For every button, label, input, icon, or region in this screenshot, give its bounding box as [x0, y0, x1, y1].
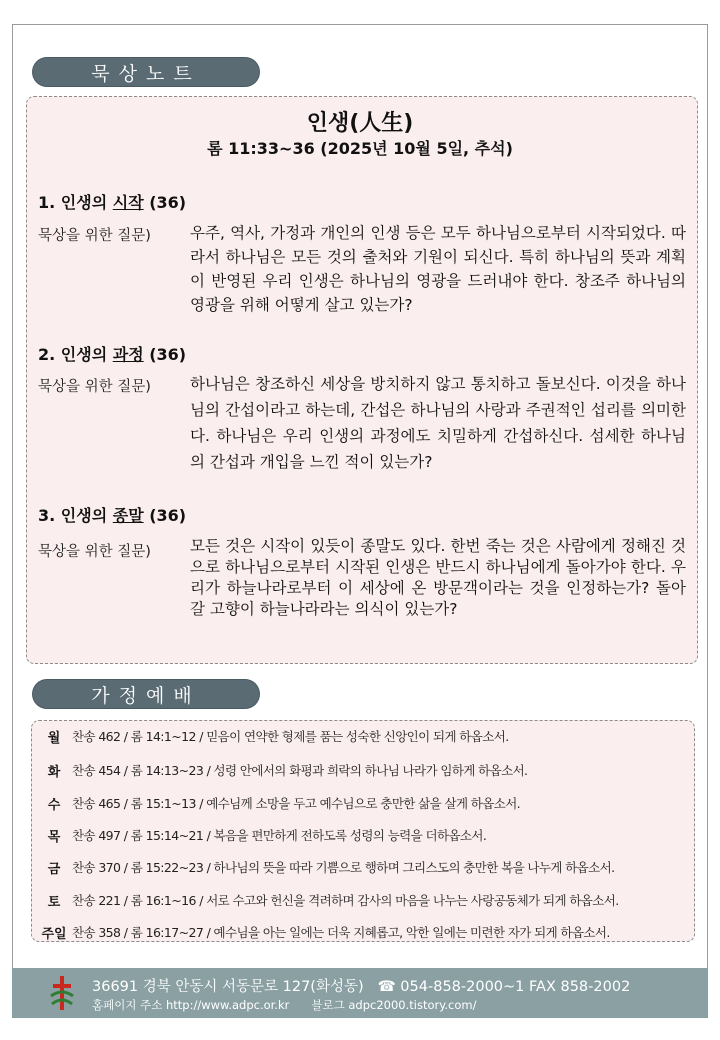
- worship-text: 찬송 370 / 롬 15:22~23 / 하나님의 뜻을 따라 기쁨으로 행하며 그리스도의 충만한 복을 나누게 하옵소서.: [72, 860, 615, 875]
- section-header-family-worship: 가정예배: [33, 680, 259, 708]
- question-label-2: 묵상을 위한 질문): [38, 379, 151, 395]
- worship-text: 찬송 358 / 롬 16:17~27 / 예수님을 아는 일에는 더욱 지혜롭고, 악한 일에는 미련한 자가 되게 하옵소서.: [72, 925, 610, 940]
- section-heading-2: 2. 인생의 과정 (36): [38, 345, 187, 364]
- worship-day: 금: [47, 861, 61, 877]
- question-text-2: 하나님은 창조하신 세상을 방치하지 않고 통치하고 돌보신다. 이것을 하나님의 간섭이라고 하는데, 간섭은 하나님의 사랑과 주권적인 섭리를 의미한다. 하나님은 우리 인생의 과정에도 치밀하게 간섭하신다. 섬세한 하나님의 간섭과 개입을 느낀 적이 있는가?: [190, 375, 686, 471]
- worship-text: 찬송 454 / 롬 14:13~23 / 성령 안에서의 화평과 희락의 하나님 나라가 임하게 하옵소서.: [72, 763, 528, 778]
- section-heading-3: 3. 인생의 종말 (36): [38, 506, 187, 525]
- worship-row-thu: [36, 825, 486, 845]
- worship-day: 주일: [41, 926, 67, 942]
- worship-row-sun: [36, 922, 610, 942]
- worship-day: 월: [47, 730, 61, 746]
- section-header-meditation: 묵상노트: [33, 58, 259, 86]
- worship-row-tue: [36, 760, 527, 780]
- worship-text: 찬송 221 / 롬 16:1~16 / 서로 수고와 헌신을 격려하며 감사의 마음을 나누는 사랑공동체가 되게 하옵소서.: [72, 893, 619, 908]
- footer-homepage-link[interactable]: 홈페이지 주소 http://www.adpc.or.kr: [92, 998, 290, 1012]
- footer-contact: [92, 975, 630, 996]
- question-text-1: 우주, 역사, 가정과 개인의 인생 등은 모두 하나님으로부터 시작되었다. 따라서 하나님은 모든 것의 출처와 기원이 되신다. 특히 하나님의 뜻과 계획이 반영된 우리 인생은 하나님의 영광을 드러내야 한다. 창조주 하나님의 영광을 위해 어떻게 살고 있는가?: [190, 224, 686, 314]
- worship-row-fri: [36, 857, 615, 877]
- church-cross-logo-icon: [48, 974, 76, 1012]
- worship-day: 수: [47, 797, 61, 813]
- footer-links: [92, 997, 477, 1013]
- footer-address: 36691 경북 안동시 서동문로 127(화성동): [92, 979, 364, 995]
- question-label-3: 묵상을 위한 질문): [38, 544, 151, 560]
- scripture-reference: 롬 11:33~36 (2025년 10월 5일, 추석): [207, 139, 513, 158]
- question-text-3: 모든 것은 시작이 있듯이 종말도 있다. 한번 죽는 것은 사람에게 정해진 것으로 하나님으로부터 시작된 인생은 반드시 하나님에게 돌아가야 한다. 우리가 하늘나라로부터 이 세상에 온 방문객이라는 것을 인정하는가? 돌아갈 고향이 하늘나라라는 의식이 있는가?: [190, 537, 686, 618]
- section-heading-1: 1. 인생의 시작 (36): [38, 193, 187, 212]
- worship-text: 찬송 465 / 롬 15:1~13 / 예수님께 소망을 두고 예수님으로 충만한 삶을 살게 하옵소서.: [72, 796, 521, 811]
- question-label-1: 묵상을 위한 질문): [38, 228, 151, 244]
- worship-day: 토: [47, 894, 61, 910]
- footer-blog-link[interactable]: 블로그 adpc2000.tistory.com/: [311, 998, 477, 1012]
- worship-day: 목: [47, 829, 61, 845]
- worship-text: 찬송 462 / 롬 14:1~12 / 믿음이 연약한 형제를 품는 성숙한 신앙인이 되게 하옵소서.: [72, 729, 509, 744]
- worship-day: 화: [47, 764, 61, 780]
- worship-row-wed: [36, 793, 520, 813]
- worship-row-mon: [36, 726, 509, 746]
- worship-text: 찬송 497 / 롬 15:14~21 / 복음을 편만하게 전하도록 성령의 능력을 더하옵소서.: [72, 828, 487, 843]
- worship-row-sat: [36, 890, 619, 910]
- footer-phone: ☎ 054-858-2000~1 FAX 858-2002: [377, 979, 631, 995]
- page-title: 인생(人生): [306, 111, 414, 136]
